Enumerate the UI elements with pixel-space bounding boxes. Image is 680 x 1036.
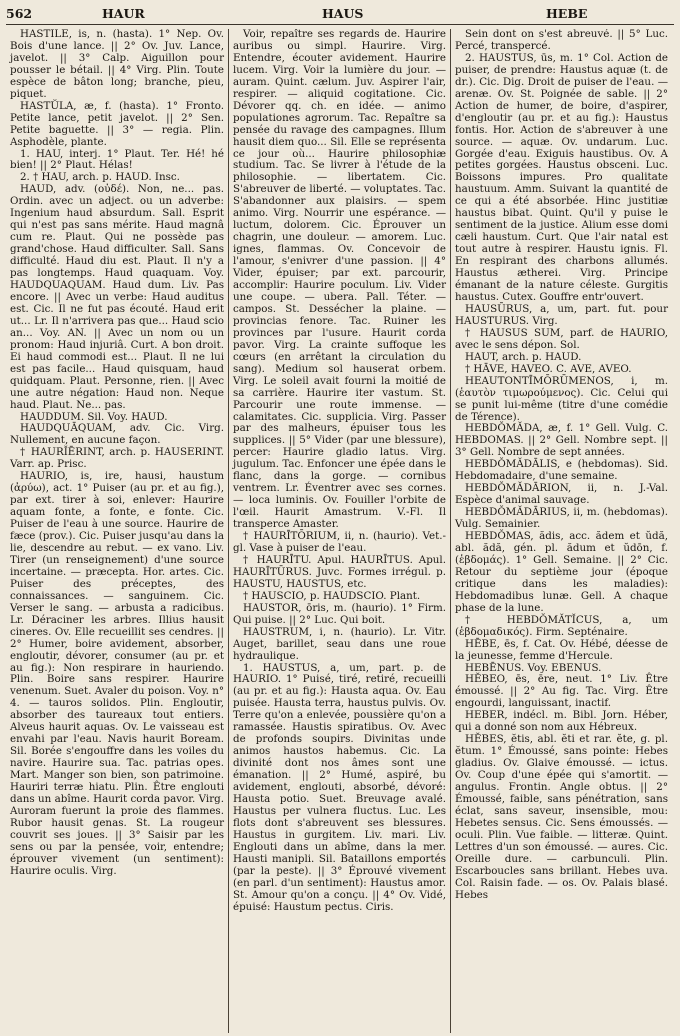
text-columns [6, 29, 674, 1033]
dictionary-entry: † HAUSCIO, p. HAUDSCIO. Plant. [243, 589, 421, 602]
dictionary-entry: HEBER, indécl. m. Bibl. Jorn. Héber, qui a donné son nom aux Hébreux. [455, 709, 668, 734]
dictionary-entry: † HAUSUS SUM, parf. de HAURIO, avec le sens dépon. Sol. [455, 326, 668, 351]
dictionary-entry: 1. HAUSTUS, a, um, part. p. de HAURIO. 1° Puisé, tiré, retiré, recueilli (au pr. et au fig.): Hausta aqua. Ov. Eau puisée. Hausta terra, haustus pulvis. Ov. Terre qu'on a enlevée, poussière qu'on a ramassée. Haustis spiratibus. Ov. Avec de profonds soupirs. Divinitas unde animos haustos habemus. Cic. La divinité dont nos âmes sont une émanation. || 2° Humé, aspiré, bu avidement, englouti, absorbé, dévoré: Hausta potio. Suet. Breuvage avalé. Haustus per vulnera fluctus. Luc. Les flots dont s'abreuvent ses blessures. Haustus in gurgitem. Liv. mari. Liv. Englouti dans un abîme, dans la mer. Hausti manipli. Sil. Bataillons emportés (par la peste). || 3° Éprouvé vivement (en parl. d'un sentiment): Haustus amor. St. Amour qu'on a conçu. || 4° Ov. Vidé, épuisé: Haustum pectus. Ciris. [233, 661, 446, 913]
dictionary-entry: † HEBDŎMĂTĬCUS, a, um (ἑβδομαδικός). Firm. Septénaire. [455, 613, 668, 638]
dictionary-entry: HASTŬLA, æ, f. (hasta). 1° Fronto. Petite lance, petit javelot. || 2° Sen. Petite baguette. || 3° — regia. Plin. Asphodèle, plante. [10, 99, 224, 148]
dictionary-entry: HASTĪLE, is, n. (hasta). 1° Nep. Ov. Bois d'une lance. || 2° Ov. Juv. Lance, javelot. || 3° Calp. Aiguillon pour pousser le bétail. || 4° Virg. Plin. Toute espèce de bâton long; branche, pieu, piquet. [10, 29, 224, 100]
running-header [6, 4, 674, 25]
dictionary-entry: † HAURĪTŌRIUM, ii, n. (haurio). Vet.-gl. Vase à puiser de l'eau. [233, 530, 446, 554]
dictionary-entry: Voir, repaître ses regards de. Haurire auribus ou simpl. Haurire. Virg. Entendre, écouter avidement. Haurire lucem. Virg. Voir la lumière du jour. — auram. Quint. cælum. Juv. Aspirer l'air, respirer. — aliquid cogitatione. Cic. Dévorer qq. ch. en idée. — animo populationes agrorum. Tac. Repaître sa pensée du ravage des campagnes. Illum hausit diem quo... Sil. Elle se représenta ce jour où... Haurire philosophiæ studium. Tac. Se livrer à l'étude de la philosophie. — libertatem. Cic. S'abreuver de liberté. — voluptates. Tac. S'abandonner aux plaisirs. — spem animo. Virg. Nourrir une espérance. — luctum, dolorem. Cic. Éprouver un chagrin, une douleur. — amorem. Luc. ignes, flammas. Ov. Concevoir de l'amour, s'enivrer d'une passion. || 4° Vider, épuiser; par ext. parcourir, accomplir: Haurire poculum. Liv. Vider une coupe. — ubera. Pall. Téter. — campos. St. Dessécher la plaine. — provincias fenore. Tac. Ruiner les provinces par l'usure. Haurit corda pavor. Virg. La crainte suffoque les cœurs (en arrêtant la circulation du sang). Medium sol hauserat orbem. Virg. Le soleil avait fourni la moitié de sa carrière. Haurire iter vastum. St. Parcourir une route immense. — calamitates. Cic. supplicia. Virg. Passer par des malheurs, épuiser tous les supplices. || 5° Vider (par une blessure), percer: Haurire gladio latus. Virg. jugulum. Tac. Enfoncer une épée dans le flanc, dans la gorge. — cornibus ventrem. Lr. Éventrer avec ses cornes. — loca luminis. Ov. Fouiller l'orbite de l'œil. Haurit Amastrum. V.-Fl. Il transperce Amaster. [233, 29, 446, 531]
dictionary-entry: HAUDQUĀQUAM, adv. Cic. Virg. Nullement, en aucune façon. [10, 422, 224, 447]
dictionary-entry: HAUSŪRUS, a, um, part. fut. pour HAUSTURUS. Virg. [455, 302, 668, 327]
dictionary-entry: HEBDŎMĂDĀRION, ii, n. J.-Val. Espèce d'animal sauvage. [455, 482, 668, 507]
page-number: 562 [6, 6, 33, 21]
dictionary-entry: HAUD, adv. (οὐδέ). Non, ne... pas. Ordin. avec un adject. ou un adverbe: Ingenium haud absurdum. Sall. Esprit qui n'est pas sans mérite. Haud magnâ cum re. Plaut. Qui ne possède pas grand'chose. Haud difficulter. Sall. Sans difficulté. Haud diu est. Plaut. Il n'y a pas longtemps. Haud quaquam. Voy. HAUDQUAQUAM. Haud dum. Liv. Pas encore. || Avec un verbe: Haud auditus est. Cic. Il ne fut pas écouté. Haud erit ut... Lr. Il n'arrivera pas que... Haud scio an... Voy. AN. || Avec un nom ou un pronom: Haud injuriâ. Curt. A bon droit. Ei haud commodi est... Plaut. Il ne lui est pas facile... Haud quisquam, haud quidquam. Plaut. Personne, rien. || Avec une autre négation: Haud non. Neque haud. Plaut. Ne... pas. [10, 183, 224, 411]
dictionary-entry: † HAURĪTU. Apul. HAURĪTUS. Apul. HAURĪTŪRUS. Juvc. Formes irrégul. p. HAUSTU, HAUSTUS, etc. [233, 553, 446, 590]
dictionary-entry: HAUT, arch. p. HAUD. [465, 350, 582, 363]
column-right [450, 29, 672, 1033]
header-left-guide-word: HAUR [102, 6, 145, 21]
column-middle [228, 29, 450, 1033]
dictionary-entry: HEAUTONTĪMŌRŪMENOS, i, m. (ἑαυτὸν τιμωρούμενος). Cic. Celui qui se punit lui-même (titre d'une comédie de Térence). [455, 374, 668, 423]
dictionary-entry: Sein dont on s'est abreuvé. || 5° Luc. Percé, transpercé. [455, 29, 668, 52]
header-right-guide-word: HEBE [546, 6, 588, 21]
dictionary-entry: † HAURĬĒRINT, arch. p. HAUSERINT. Varr. ap. Prisc. [10, 446, 224, 471]
dictionary-entry: HĔBEO, ēs, ēre, neut. 1° Liv. Être émoussé. || 2° Au fig. Tac. Virg. Être engourdi, languissant, inactif. [455, 673, 668, 710]
dictionary-entry: HAUSTRUM, i, n. (haurio). Lr. Vitr. Auget, barillet, seau dans une roue hydraulique. [233, 625, 446, 662]
dictionary-entry: HEBDŎMĂDĀLIS, e (hebdomas). Sid. Hebdomadaire, d'une semaine. [455, 458, 668, 483]
dictionary-entry: † HĀVE, HAVEO. C. AVE, AVEO. [465, 362, 632, 375]
dictionary-entry: HEBDŎMAS, ădis, acc. ădem et ŭdă, abl. ădă, gén. pl. ădum et ŭdōn, f. (ἑβδομάς). 1° Gell. Semaine. || 2° Cic. Retour du septième jour (époque critique dans les maladies): Hebdomadibus lunæ. Gell. A chaque phase de la lune. [455, 530, 668, 614]
dictionary-entry: HĔBES, ĕtis, abl. ĕti et rar. ĕte, g. pl. ĕtum. 1° Émoussé, sans pointe: Hebes gladius. Ov. Glaive émoussé. — ictus. Ov. Coup d'une épée qui s'amortit. — angulus. Frontin. Angle obtus. || 2° Émoussé, faible, sans pénétration, sans éclat, sans saveur, insensible, mou: Hebetes sensus. Cic. Sens émoussés. — oculi. Plin. Vue faible. — litteræ. Quint. Lettres d'un son émoussé. — aures. Cic. Oreille dure. — carbunculi. Plin. Escarboucles sans brillant. Hebes uva. Col. Raisin fade. — os. Ov. Palais blasé. Hebes [455, 733, 668, 901]
dictionary-entry: HAUDDUM. Sil. Voy. HAUD. [20, 410, 168, 423]
dictionary-entry: 2. HAUSTUS, ūs, m. 1° Col. Action de puiser, de prendre: Haustus aquæ (t. de dr.). Cic. Dig. Droit de puiser de l'eau. — arenæ. Ov. St. Poignée de sable. || 2° Action de humer, de boire, d'aspirer, d'engloutir (au pr. et au fig.): Haustus fontis. Hor. Action de s'abreuver à une source. — aquæ. Ov. undarum. Luc. Gorgée d'eau. Exiguis haustibus. Ov. A petites gorgées. Haustus obsceni. Luc. Boissons impures. Pro qualitate haustuum. Amm. Suivant la quantité de ce qui a été absorbée. Hinc justitiæ haustus bibat. Quint. Qu'il y puise le sentiment de la justice. Alium esse domi cæli haustum. Curt. Que l'air natal est tout autre à respirer. Haustu ignis. Fl. En respirant des charbons allumés. Haustus ætherei. Virg. Principe émanant de la nature céleste. Gurgitis haustus. Cutex. Gouffre entr'ouvert. [455, 51, 668, 303]
dictionary-entry: HEBĒNUS. Voy. EBENUS. [465, 661, 602, 674]
column-left [6, 29, 228, 1033]
dictionary-entry: HEBDŎMĂDA, æ, f. 1° Gell. Vulg. C. HEBDOMAS. || 2° Gell. Nombre sept. || 3° Gell. Nombre de sept années. [455, 422, 668, 459]
dictionary-entry: HAURIO, is, ire, hausi, haustum (ἀρύω), act. 1° Puiser (au pr. et au fig.), par ext. tirer à soi, enlever: Haurire aquam fonte, a fonte, e fonte. Cic. Puiser de l'eau à une source. Haurire de fæce (prov.). Cic. Puiser jusqu'au dans la lie, descendre au rebut. — ex vano. Liv. Tirer (un renseignement) d'une source incertaine. — præcepta. Hor. artes. Cic. Puiser des préceptes, des connaissances. — sanguinem. Cic. Verser le sang. — arbusta a radicibus. Lr. Déraciner les arbres. Illius hausit cineres. Ov. Elle recueillit ses cendres. || 2° Humer, boire avidement, absorber, engloutir, dévorer, consumer (au pr. et au fig.): Non respirare in hauriendo. Plin. Boire sans respirer. Haurire venenum. Suet. Avaler du poison. Voy. n° 4. — tauros solidos. Plin. Engloutir, absorber des taureaux tout entiers. Alveus haurit aquas. Ov. Le vaisseau est envahi par l'eau. Navis haurit Boream. Sil. Borée s'engouffre dans les voiles du navire. Haurire sua. Tac. patrias opes. Mart. Manger son bien, son patrimoine. Hauriri terræ hiatu. Plin. Être englouti dans un abîme. Haurit corda pavor. Virg. Auroram fuerunt la proie des flammes. Rubor hausit genas. St. La rougeur couvrit ses joues. || 3° Saisir par les sens ou par la pensée, voir, entendre; éprouver vivement (un sentiment): Haurire oculis. Virg. [10, 470, 224, 877]
dictionary-entry: 1. HAU, interj. 1° Plaut. Ter. Hé! hé bien! || 2° Plaut. Hélas! [10, 147, 224, 172]
dictionary-entry: HAUSTOR, ōris, m. (haurio). 1° Firm. Qui puise. || 2° Luc. Qui boit. [233, 601, 446, 626]
header-middle-guide-word: HAUS [322, 6, 364, 21]
dictionary-entry: HEBDŎMĂDĀRIUS, ii, m. (hebdomas). Vulg. Semainier. [455, 506, 668, 531]
dictionary-entry: 2. † HAU, arch. p. HAUD. Insc. [20, 171, 180, 184]
dictionary-entry: HĒBE, ēs, f. Cat. Ov. Hébé, déesse de la jeunesse, femme d'Hercule. [455, 637, 668, 662]
